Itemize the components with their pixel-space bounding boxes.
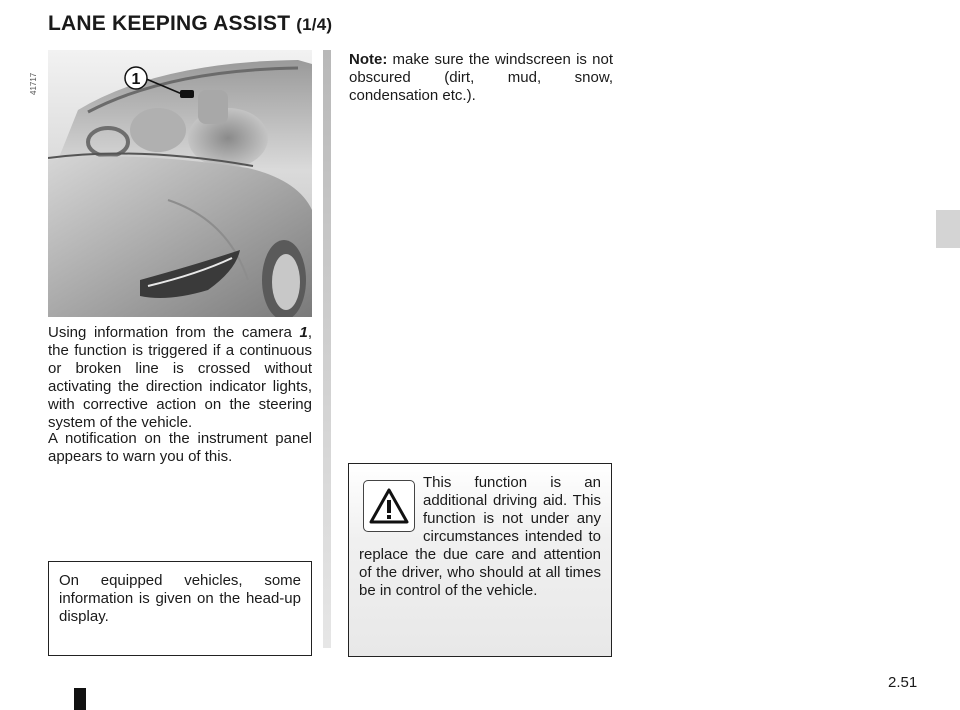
note-text: make sure the windscreen is not obscured (dirt, mud, snow, condensation etc.). <box>349 51 613 104</box>
warning-triangle-icon <box>363 480 415 532</box>
figure-number: 41717 <box>29 72 38 95</box>
callout-number: 1 <box>131 71 141 88</box>
head-up-display-box <box>48 561 312 656</box>
intro-text: Using information from the camera <box>48 324 300 341</box>
intro-paragraph <box>48 324 312 432</box>
page-marker <box>74 688 86 710</box>
notification-paragraph: A notification on the instrument panel appears to warn you of this. <box>48 430 312 465</box>
warning-box <box>348 463 612 657</box>
camera-reference: 1 <box>299 324 308 341</box>
page-title <box>48 12 332 36</box>
note-label: Note: <box>349 51 388 68</box>
car-illustration <box>48 50 312 317</box>
note-paragraph <box>349 51 613 105</box>
intro-text-cont: , the function is triggered if a continuous or broken line is crossed without activating the direction indicator lights, with corrective action on the steering system of the vehicle. <box>48 324 312 431</box>
warning-text: This function is an additional driving aid. This function is not under any circumstances intended to replace the due care and attention of the driver, who should at all times be in control of the vehicle. <box>359 474 601 599</box>
page-number: 2.51 <box>888 674 918 691</box>
title-part: (1/4) <box>296 15 333 34</box>
head-up-display-text: On equipped vehicles, some information is given on the head-up display. <box>59 572 301 625</box>
title-text: LANE KEEPING ASSIST <box>48 12 291 35</box>
callout-overlay <box>48 50 312 317</box>
chapter-tab <box>936 210 960 248</box>
column-divider <box>323 50 331 648</box>
